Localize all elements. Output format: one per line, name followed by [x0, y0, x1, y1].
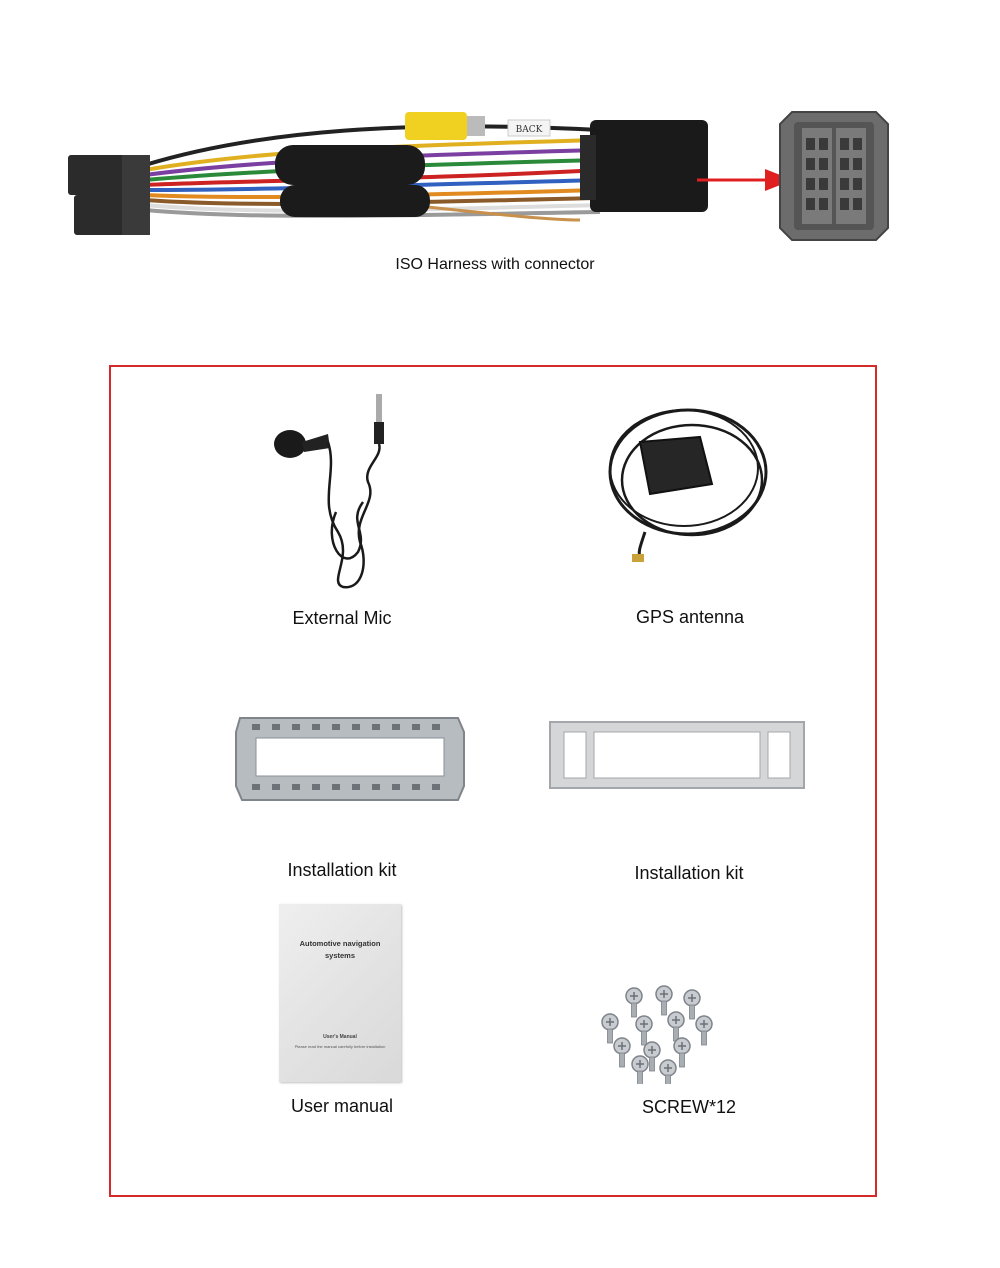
installation-kit-cage-caption: Installation kit [287, 860, 397, 880]
trim-frame-icon [548, 718, 806, 792]
manual-title: Automotive navigation systems [299, 939, 381, 960]
external-mic-icon [268, 392, 398, 592]
screw-caption: SCREW*12 [641, 1097, 737, 1117]
back-tag-label: BACK [515, 125, 543, 135]
gps-antenna-caption: GPS antenna [635, 607, 745, 627]
screws-icon [592, 984, 726, 1084]
external-mic-caption: External Mic [292, 608, 392, 628]
user-manual-caption: User manual [290, 1096, 394, 1116]
gps-antenna-icon [600, 402, 770, 572]
manual-note: Please read the manual carefully before installation [294, 1044, 386, 1049]
harness-caption: ISO Harness with connector [395, 256, 595, 273]
connector-closeup-image [778, 110, 890, 242]
installation-kit-frame-caption: Installation kit [634, 863, 744, 883]
user-manual-icon [279, 904, 401, 1082]
iso-harness-image [60, 90, 720, 250]
mounting-cage-icon [232, 712, 468, 804]
manual-subtitle: User's Manual [323, 1034, 357, 1040]
